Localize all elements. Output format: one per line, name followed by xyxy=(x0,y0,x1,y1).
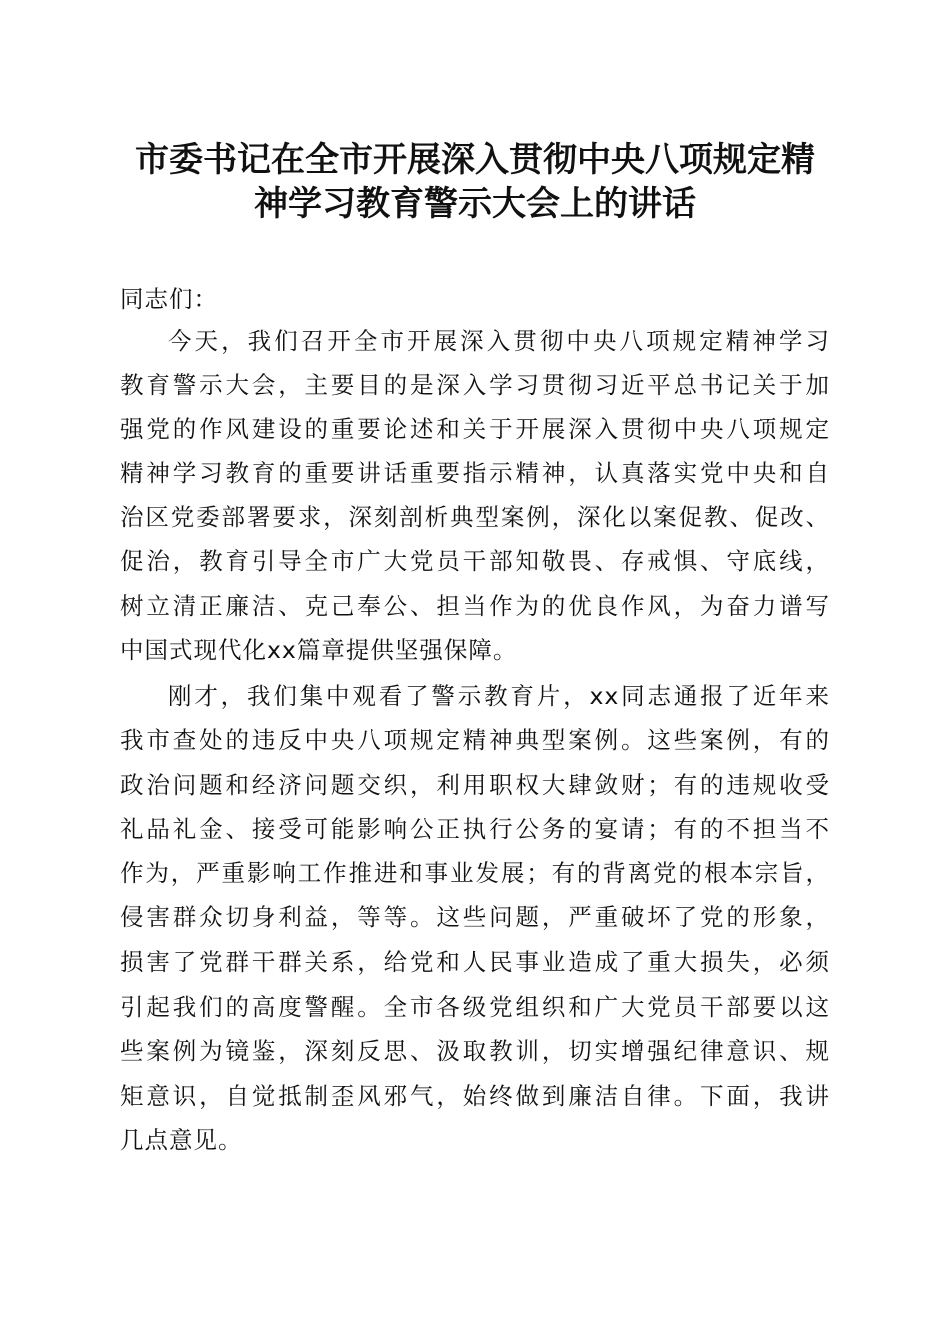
paragraph-2-line: 政治问题和经济问题交织，利用职权大肆敛财；有的违规收受 xyxy=(120,771,830,799)
paragraph-2-line: 作为，严重影响工作推进和事业发展；有的背离党的根本宗旨， xyxy=(120,859,830,887)
paragraph-2-line: 引起我们的高度警醒。全市各级党组织和广大党员干部要以这 xyxy=(120,993,830,1021)
paragraph-1-line: 治区党委部署要求，深刻剖析典型案例，深化以案促教、促改、 xyxy=(120,503,830,531)
paragraph-1-line: 树立清正廉洁、克己奉公、担当作为的优良作风，为奋力谱写 xyxy=(120,592,830,620)
paragraph-2-line: 几点意见。 xyxy=(120,1126,243,1154)
paragraph-2-line: 矩意识，自觉抵制歪风邪气，始终做到廉洁自律。下面，我讲 xyxy=(120,1082,830,1110)
paragraph-2-line: 我市查处的违反中央八项规定精神典型案例。这些案例，有的 xyxy=(120,726,830,754)
paragraph-1-line: 精神学习教育的重要讲话重要指示精神，认真落实党中央和自 xyxy=(120,459,830,487)
paragraph-1-line: 今天，我们召开全市开展深入贯彻中央八项规定精神学习 xyxy=(168,327,830,355)
paragraph-1-line: 强党的作风建设的重要论述和关于开展深入贯彻中央八项规定 xyxy=(120,415,830,443)
paragraph-1-line: 中国式现代化xx篇章提供坚强保障。 xyxy=(120,636,518,664)
paragraph-2-line: 刚才，我们集中观看了警示教育片，xx同志通报了近年来 xyxy=(168,682,830,710)
paragraph-2-line: 侵害群众切身利益，等等。这些问题，严重破坏了党的形象， xyxy=(120,903,830,931)
document-title-line-2: 神学习教育警示大会上的讲话 xyxy=(254,184,696,224)
paragraph-2-line: 些案例为镜鉴，深刻反思、汲取教训，切实增强纪律意识、规 xyxy=(120,1037,830,1065)
document-title-line-1: 市委书记在全市开展深入贯彻中央八项规定精 xyxy=(135,140,815,180)
paragraph-1-line: 促治，教育引导全市广大党员干部知敬畏、存戒惧、守底线， xyxy=(120,547,830,575)
salutation: 同志们： xyxy=(120,285,218,313)
paragraph-2-line: 损害了党群干群关系，给党和人民事业造成了重大损失，必须 xyxy=(120,948,830,976)
paragraph-2-line: 礼品礼金、接受可能影响公正执行公务的宴请；有的不担当不 xyxy=(120,815,830,843)
paragraph-1-line: 教育警示大会，主要目的是深入学习贯彻习近平总书记关于加 xyxy=(120,371,830,399)
